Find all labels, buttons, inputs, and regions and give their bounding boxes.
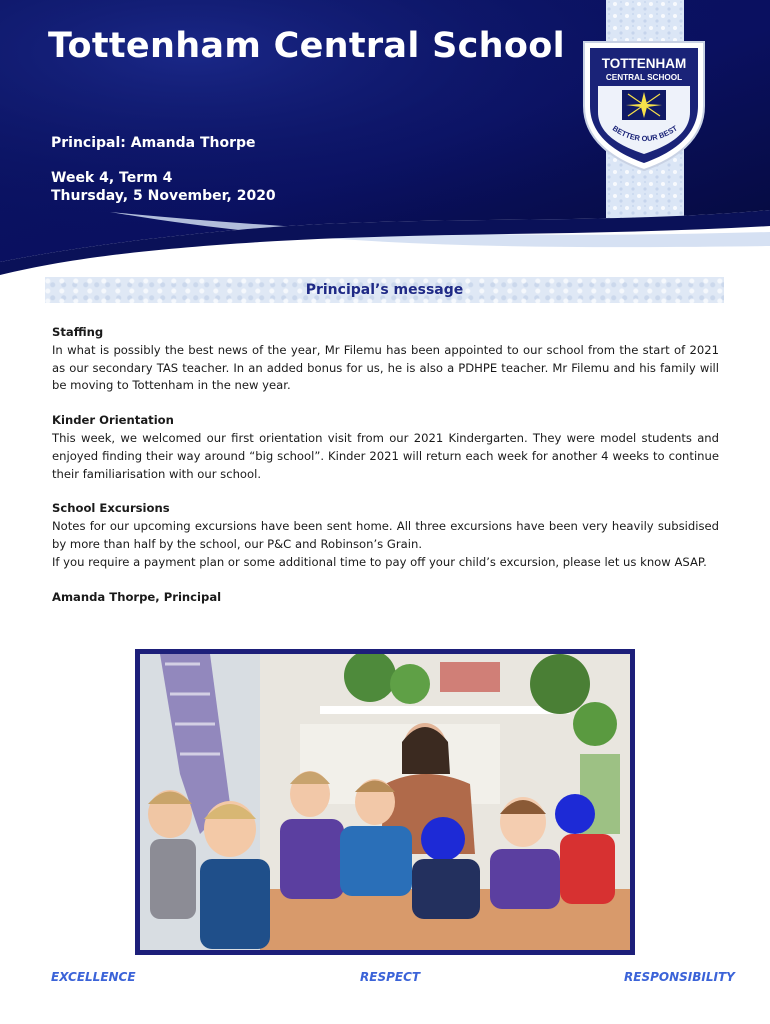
logo-text-tottenham: TOTTENHAM <box>601 56 687 71</box>
article-kinder-orientation <box>52 412 719 483</box>
footer-value-responsibility: RESPONSIBILITY <box>624 970 735 984</box>
school-crest-logo <box>576 36 712 172</box>
article-body <box>52 324 719 606</box>
article-paragraph: Notes for our upcoming excursions have been sent home. All three excursions have been very heavily subsidised by more than half by the school, our P&C and Robinson’s Grain. <box>52 519 719 551</box>
school-title: Tottenham Central School <box>48 26 565 66</box>
article-paragraph: This week, we welcomed our first orientation visit from our 2021 Kindergarten. They were model students and enjoyed finding their way around “big school”. Kinder 2021 will return each week for another 4 weeks to continue their familiarisation with our school. <box>52 430 719 481</box>
logo-motto: BETTER OUR BEST <box>610 123 679 144</box>
newsletter-date: Thursday, 5 November, 2020 <box>51 188 276 204</box>
section-title: Principal’s message <box>305 282 464 298</box>
footer-value-respect: RESPECT <box>360 970 421 984</box>
star-icon <box>622 90 666 120</box>
article-staffing <box>52 324 719 395</box>
footer-value-excellence: EXCELLENCE <box>51 970 136 984</box>
article-school-excursions <box>52 500 719 571</box>
article-paragraph: If you require a payment plan or some additional time to pay off your child’s excursion, please let us know ASAP. <box>52 554 707 569</box>
article-heading: Kinder Orientation <box>52 413 174 428</box>
principal-name: Principal: Amanda Thorpe <box>51 135 256 151</box>
section-banner <box>45 277 724 303</box>
article-heading: School Excursions <box>52 501 170 516</box>
article-heading: Staffing <box>52 325 104 339</box>
class-photo <box>135 649 635 955</box>
article-paragraph: In what is possibly the best news of the year, Mr Filemu has been appointed to our school from the start of 2021 as our secondary TAS teacher. In an added bonus for us, he is also a PDHPE teacher. Mr Filemu and his family will be moving to Tottenham in the new year. <box>52 342 719 393</box>
header-banner <box>0 0 770 275</box>
kindergarten-photo-image <box>140 654 630 950</box>
principal-signoff: Amanda Thorpe, Principal <box>52 589 222 604</box>
logo-text-central-school: CENTRAL SCHOOL <box>605 73 683 82</box>
week-term: Week 4, Term 4 <box>51 170 173 186</box>
